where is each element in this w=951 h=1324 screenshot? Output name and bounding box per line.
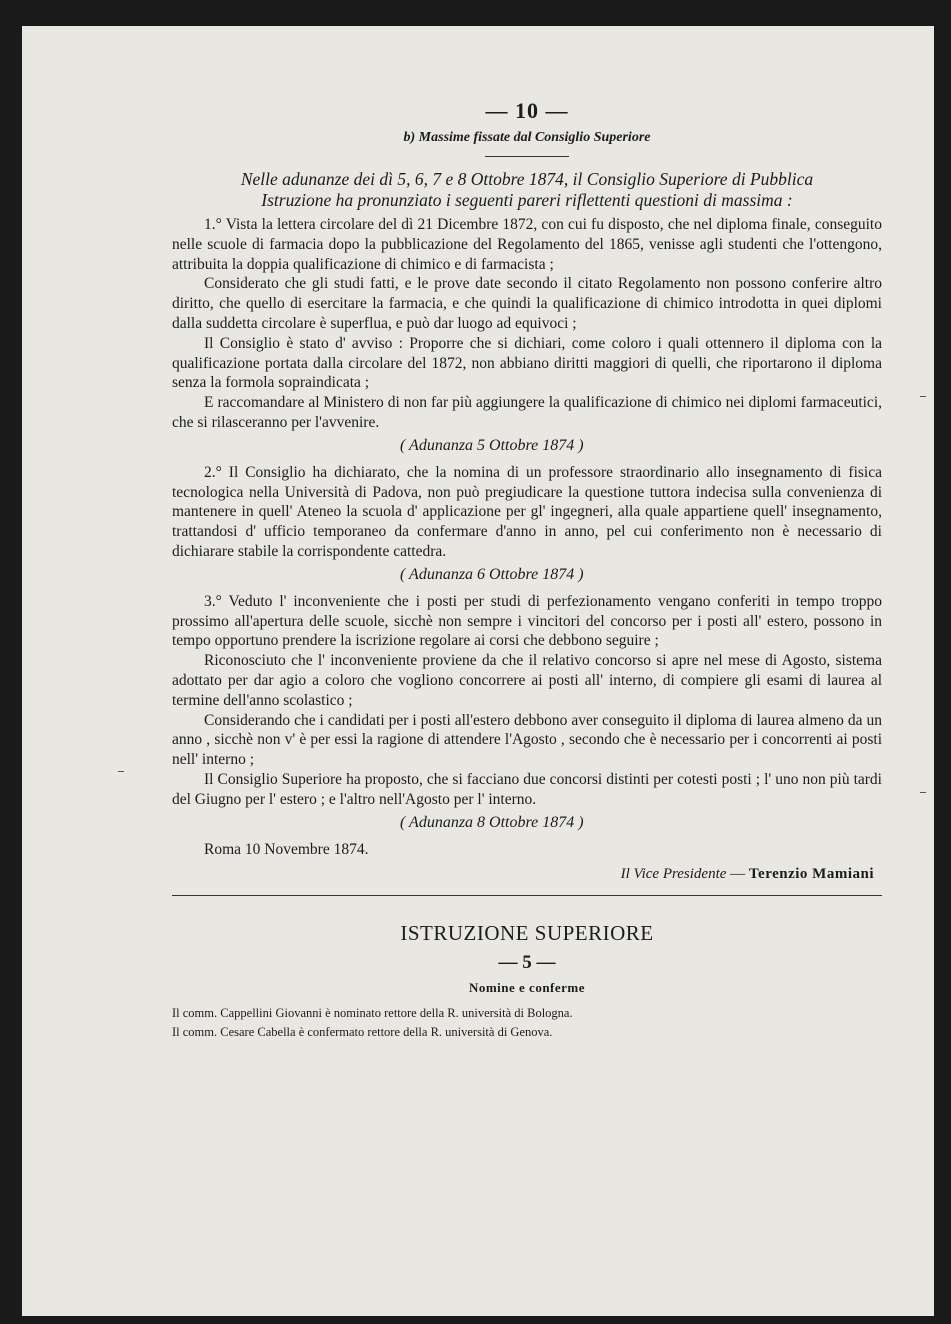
- divider: [485, 156, 569, 157]
- paragraph: E raccomandare al Ministero di non far più aggiungere la qualificazione di chimico nei diplomi farmaceutici, che si rilasceranno per l'avvenire.: [172, 394, 882, 431]
- section-title: ISTRUZIONE SUPERIORE: [400, 921, 654, 946]
- adunanza-date: ( Adunanza 5 Ottobre 1874 ): [400, 436, 584, 454]
- intro: [172, 169, 882, 211]
- section-divider: [172, 895, 882, 896]
- adunanza-date: ( Adunanza 8 Ottobre 1874 ): [400, 813, 584, 831]
- document-page: [22, 26, 934, 1316]
- section-2: [172, 463, 882, 586]
- subheading: b) Massime fissate dal Consiglio Superiore: [403, 130, 651, 145]
- margin-mark: [920, 792, 926, 793]
- signature-dash: —: [730, 866, 746, 883]
- adunanza-date: ( Adunanza 6 Ottobre 1874 ): [400, 565, 584, 583]
- section-3: [172, 592, 882, 834]
- appointment-item: Il comm. Cappellini Giovanni è nominato rettore della R. università di Bologna.: [172, 1006, 573, 1021]
- margin-mark: [920, 396, 926, 397]
- margin-mark: [118, 771, 124, 772]
- appointment-item: Il comm. Cesare Cabella è confermato rettore della R. università di Genova.: [172, 1025, 553, 1040]
- appointments-list: [172, 1004, 882, 1042]
- page-number: — 10 —: [485, 98, 569, 123]
- paragraph: Considerato che gli studi fatti, e le prove date secondo il citato Regolamento non possono conferire altro diritto, che quello di esercitare la farmacia, e che quindi la qualificazione di chimico introdotta in quei diplomi dalla suddetta circolare è superflua, e può dar luogo ad equivoci ;: [172, 275, 882, 332]
- signature-name: Terenzio Mamiani: [748, 866, 874, 883]
- section-subtitle: Nomine e conferme: [468, 980, 586, 996]
- signature: [172, 863, 882, 885]
- section-1: [172, 215, 882, 457]
- paragraph: 3.° Veduto l' inconveniente che i posti per studi di perfezionamento vengano conferiti in tempo troppo prossimo all'apertura delle scuole, sicchè non sempre i vincitori del concorso per i posti all' estero, possono in tempo opportuno prendere la iscrizione regolare ai corsi che debbono seguire ;: [172, 592, 882, 650]
- paragraph: 2.° Il Consiglio ha dichiarato, che la nomina di un professore straordinario allo insegnamento di fisica tecnologica nella Università di Padova, non può pregiudicare la questione tuttora indecisa sulla convenienza di mantenere in quell' Ateneo la scuola d' applicazione per gl' ingegneri, alla quale appartiene quell' insegnamento, trattandosi d' ufficio temporaneo da confermare d'anno in anno, pel cui conferimento non è necessario di dichiarare stabile la corrispondente cattedra.: [172, 463, 882, 560]
- section-number: — 5 —: [498, 952, 556, 974]
- paragraph: Riconosciuto che l' inconveniente proviene da che il relativo concorso si apre nel mese di Agosto, sistema adottato per dar agio a coloro che vogliono concorrere ai posti all' interno, di compiere gli esami di laurea al termine dell'anno scolastico ;: [172, 652, 882, 709]
- intro-line: Nelle adunanze dei dì 5, 6, 7 e 8 Ottobre 1874, il Consiglio Superiore di Pubblica: [240, 169, 814, 189]
- page-content: [172, 98, 882, 1042]
- place-date: Roma 10 Novembre 1874.: [204, 840, 369, 858]
- paragraph: Il Consiglio Superiore ha proposto, che si facciano due concorsi distinti per cotesti posti ; l' uno non più tardi del Giugno per l' estero ; e l'altro nell'Agosto per l' interno.: [172, 770, 882, 808]
- paragraph: 1.° Vista la lettera circolare del dì 21 Dicembre 1872, con cui fu disposto, che nel diploma finale, conseguito nelle scuole di farmacia dopo la pubblicazione del Regolamento del 1865, venisse agli studenti che l'ottengono, attribuita la doppia qualificazione di chimico e di farmacista ;: [172, 216, 882, 273]
- signature-role: Il Vice Presidente: [620, 866, 727, 883]
- paragraph: Il Consiglio è stato d' avviso : Proporre che si dichiari, come coloro i quali ottennero il diploma con la qualificazione portata dalla circolare del 1872, non abbiano diritti maggiori di quelli, che riportarono il diploma senza la formola sopraindicata ;: [172, 334, 882, 392]
- paragraph: Considerando che i candidati per i posti all'estero debbono aver conseguito il diploma di laurea almeno da un anno , sicchè non v' è per essi la ragione di attendere l'Agosto , secondo che è necessario per i concorrenti ai posti nell' interno ;: [172, 711, 882, 769]
- intro-line: Istruzione ha pronunziato i seguenti pareri riflettenti questioni di massima :: [261, 190, 793, 210]
